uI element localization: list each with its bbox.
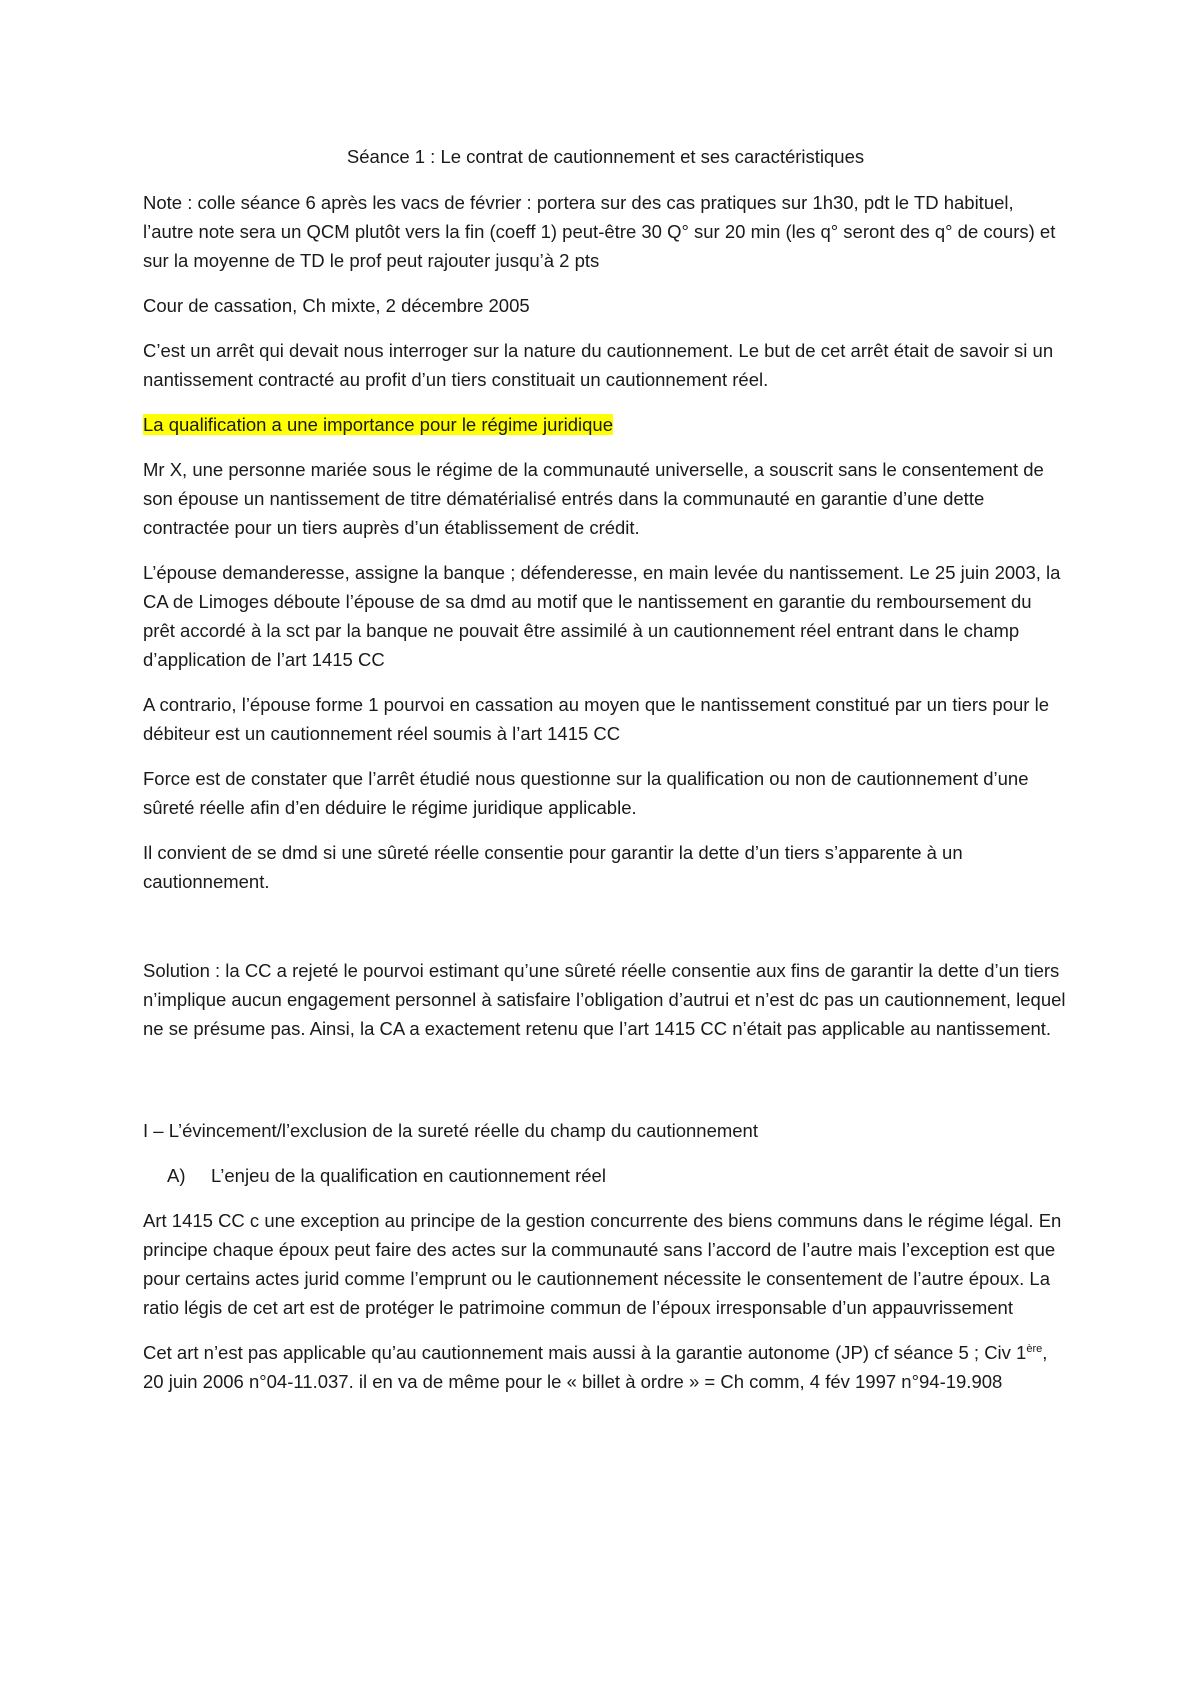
- last-paragraph-part2: , 20 juin 2006 n°04-11.037. il en va de même pour le « billet à ordre » = Ch comm, 4 fév 1997 n°94-19.908: [143, 1342, 1048, 1392]
- procedure-paragraph: L’épouse demanderesse, assigne la banque ; défenderesse, en main levée du nantissement. Le 25 juin 2003, la CA de Limoges déboute l’épouse de sa dmd au motif que le nantissement en garantie du remboursement du prêt accordé à la sct par la banque ne pouvait être assimilé à un cautionnement réel entrant dans le champ d’application de l’art 1415 CC: [143, 562, 1061, 670]
- part1-heading: I – L’évincement/l’exclusion de la sureté réelle du champ du cautionnement: [143, 1120, 758, 1141]
- intro-paragraph: C’est un arrêt qui devait nous interroger sur la nature du cautionnement. Le but de cet arrêt était de savoir si un nantissement contracté au profit d’un tiers constituait un cautionnement réel.: [143, 340, 1054, 390]
- document-title: Séance 1 : Le contrat de cautionnement et ses caractéristiques: [346, 146, 865, 167]
- ordinal-superscript: ère: [1026, 1342, 1043, 1355]
- solution-paragraph: Solution : la CC a rejeté le pourvoi estimant qu’une sûreté réelle consentie aux fins de garantir la dette d’un tiers n’implique aucun engagement personnel à satisfaire l’obligation d’autrui et n’est dc pas un cautionnement, lequel ne se présume pas. Ainsi, la CA a exactement retenu que l’art 1415 CC n’était pas applicable au nantissement.: [143, 960, 1066, 1039]
- art1415-paragraph: Art 1415 CC c une exception au principe de la gestion concurrente des biens communs dans le régime légal. En principe chaque époux peut faire des actes sur la communauté sans l’accord de l’autre mais l’exception est que pour certains actes jurid comme l’emprunt ou le cautionnement nécessite le consentement de l’autre époux. La ratio légis de cet art est de protéger le patrimoine commun de l’époux irresponsable d’un appauvrissement: [143, 1210, 1062, 1318]
- question-paragraph: Force est de constater que l’arrêt étudié nous questionne sur la qualification ou non de cautionnement d’une sûreté réelle afin d’en déduire le régime juridique applicable.: [143, 768, 1029, 818]
- facts-paragraph: Mr X, une personne mariée sous le régime de la communauté universelle, a souscrit sans le consentement de son épouse un nantissement de titre dématérialisé entrés dans la communauté en garantie d’une dette contractée pour un tiers auprès d’un établissement de crédit.: [143, 459, 1044, 538]
- spacer: [143, 912, 1068, 956]
- subsection-marker: A): [167, 1165, 186, 1186]
- subsection-title: L’enjeu de la qualification en cautionnement réel: [211, 1165, 606, 1186]
- spacer: [143, 1059, 1068, 1116]
- highlight-line: [143, 410, 1068, 439]
- last-paragraph-part1: Cet art n’est pas applicable qu’au cautionnement mais aussi à la garantie autonome (JP) cf séance 5 ; Civ 1: [143, 1342, 1027, 1363]
- contrario-paragraph: A contrario, l’épouse forme 1 pourvoi en cassation au moyen que le nantissement constitué par un tiers pour le débiteur est un cautionnement réel soumis à l’art 1415 CC: [143, 694, 1049, 744]
- case-reference: Cour de cassation, Ch mixte, 2 décembre 2005: [143, 295, 530, 316]
- problem-paragraph: Il convient de se dmd si une sûreté réelle consentie pour garantir la dette d’un tiers s’apparente à un cautionnement.: [143, 842, 963, 892]
- document-page: [143, 142, 1068, 1412]
- subsection-a-heading: [167, 1161, 1068, 1190]
- note-paragraph: Note : colle séance 6 après les vacs de février : portera sur des cas pratiques sur 1h30, pdt le TD habituel, l’autre note sera un QCM plutôt vers la fin (coeff 1) peut-être 30 Q° sur 20 min (les q° seront des q° de cours) et sur la moyenne de TD le prof peut rajouter jusqu’à 2 pts: [143, 192, 1056, 271]
- highlighted-text: La qualification a une importance pour le régime juridique: [143, 414, 613, 435]
- last-paragraph: [143, 1338, 1068, 1396]
